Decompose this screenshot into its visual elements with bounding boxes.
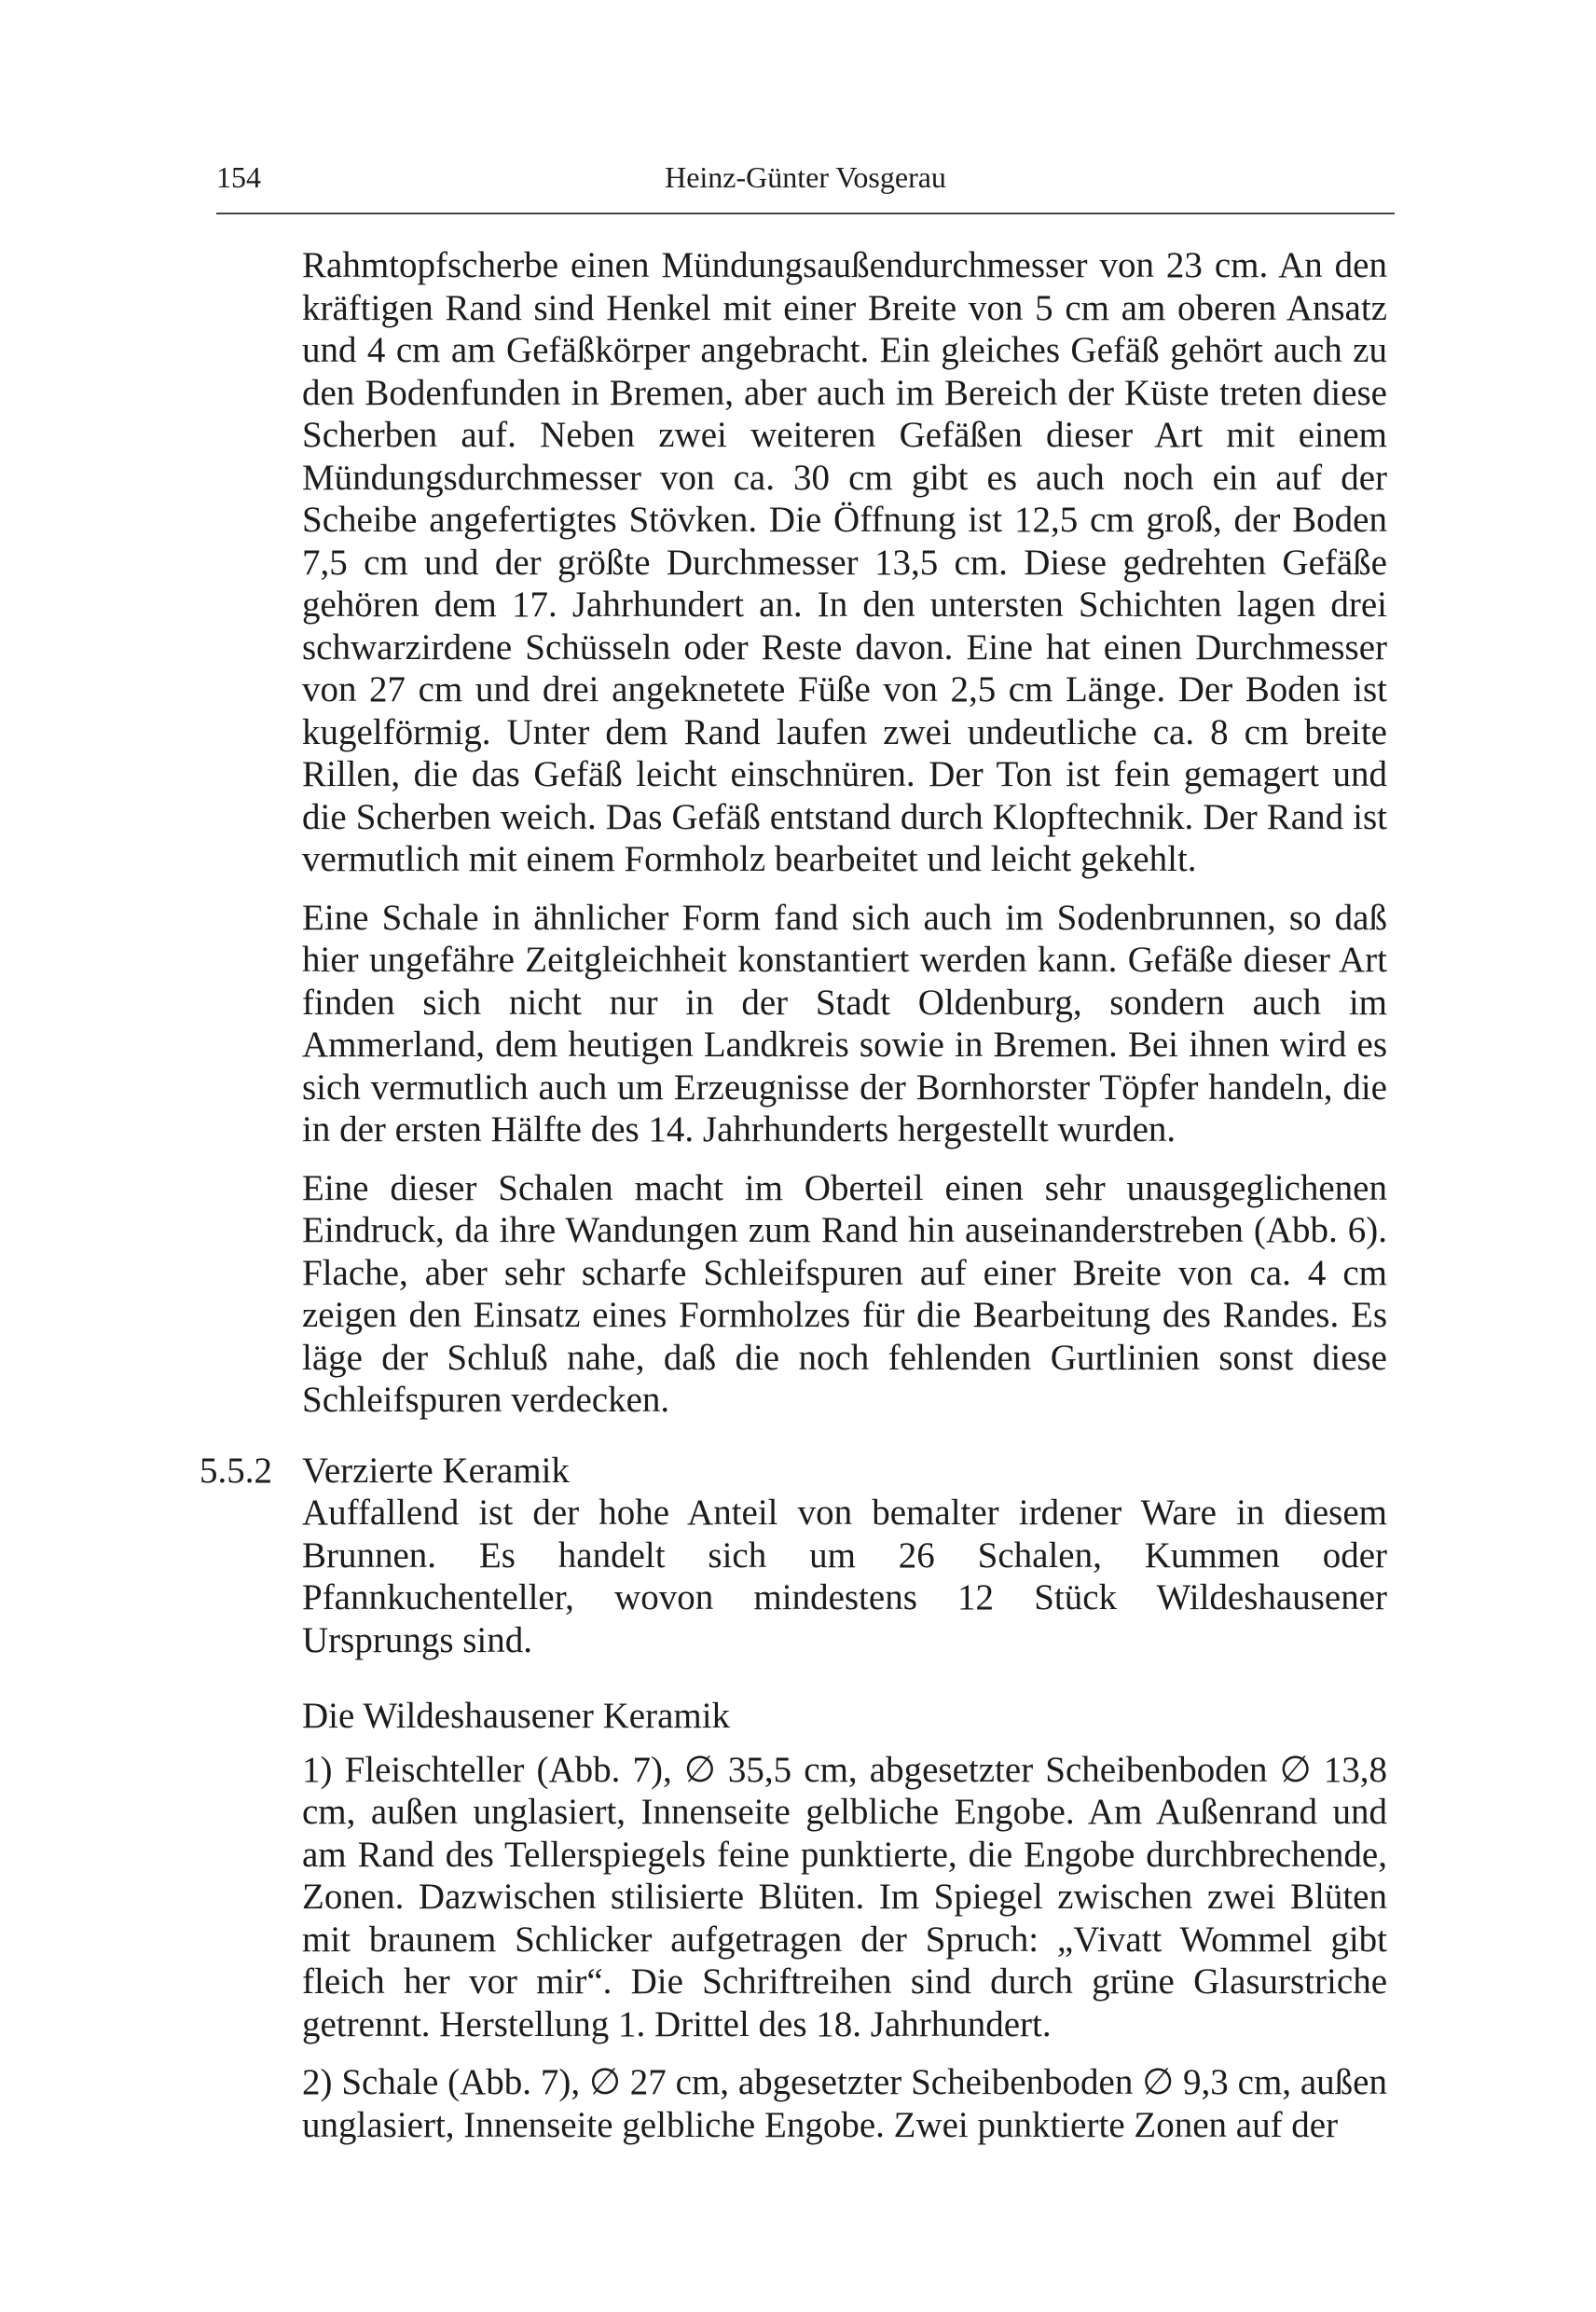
section-number: 5.5.2 [200,1450,272,1491]
section-verzierte-keramik [200,1450,1387,2147]
paragraph-1: Rahmtopfscherbe einen Mündungsaußendurchmesser von 23 cm. An den kräftigen Rand sind Henkel mit einer Breite von 5 cm am oberen Ansatz und 4 cm am Gefäßkörper angebracht. Ein gleiches Gefäß gehört auch zu den Bodenfunden in Bremen, aber auch im Bereich der Küste treten diese Scherben auf. Neben zwei weiteren Gefäßen dieser Art mit einem Mündungsdurchmesser von ca. 30 cm gibt es auch noch ein auf der Scheibe angefertigtes Stövken. Die Öffnung ist 12,5 cm groß, der Boden 7,5 cm und der größte Durchmesser 13,5 cm. Diese gedrehten Gefäße gehören dem 17. Jahrhundert an. In den untersten Schichten lagen drei schwarzirdene Schüsseln oder Reste davon. Eine hat einen Durchmesser von 27 cm und drei angeknetete Füße von 2,5 cm Länge. Der Boden ist kugelförmig. Unter dem Rand laufen zwei undeutliche ca. 8 cm breite Rillen, die das Gefäß leicht einschnüren. Der Ton ist fein gemagert und die Scherben weich. Das Gefäß entstand durch Klopftechnik. Der Rand ist vermutlich mit einem Formholz bearbeitet und leicht gekehlt. [302,245,1387,879]
page-number: 154 [216,160,261,194]
section-title: Verzierte Keramik [302,1450,570,1491]
body-text [200,244,1387,2162]
page-header [216,157,1395,214]
section-intro: Auffallend ist der hohe Anteil von bemalter irdener Ware in diesem Brunnen. Es handelt sich um 26 Schalen, Kummen oder Pfannkuchenteller, wovon mindestens 12 Stück Wildeshausener Ursprungs sind. [302,1493,1387,1660]
subheading: Die Wildeshausener Keramik [302,1696,731,1736]
list-item: 1) Fleischteller (Abb. 7), ∅ 35,5 cm, abgesetzter Scheibenboden ∅ 13,8 cm, außen unglasiert, Innenseite gelbliche Engobe. Am Außenrand und am Rand des Tellerspiegels feine punktierte, die Engobe durchbrechende, Zonen. Dazwischen stilisierte Blüten. Im Spiegel zwischen zwei Blüten mit braunem Schlicker aufgetragen der Spruch: „Vivatt Wommel gibt fleich her vor mir“. Die Schriftreihen sind durch grüne Glasurstriche getrennt. Herstellung 1. Drittel des 18. Jahrhundert. [302,1749,1387,2044]
running-head: Heinz-Günter Vosgerau [665,160,946,194]
paragraph-3: Eine dieser Schalen macht im Oberteil einen sehr unausgeglichenen Eindruck, da ihre Wandungen zum Rand hin auseinanderstreben (Abb. 6). Flache, aber sehr scharfe Schleifspuren auf einer Breite von ca. 4 cm zeigen den Einsatz eines Formholzes für die Bearbeitung des Randes. Es läge der Schluß nahe, daß die noch fehlenden Gurtlinien sonst diese Schleifspuren verdecken. [302,1167,1387,1420]
paragraph-2: Eine Schale in ähnlicher Form fand sich auch im Sodenbrunnen, so daß hier ungefähre Zeitgleichheit konstantiert werden kann. Gefäße dieser Art finden sich nicht nur in der Stadt Oldenburg, sondern auch im Ammerland, dem heutigen Landkreis sowie in Bremen. Bei ihnen wird es sich vermutlich auch um Erzeugnisse der Bornhorster Töpfer handeln, die in der ersten Hälfte des 14. Jahrhunderts hergestellt wurden. [302,897,1387,1149]
list-item: 2) Schale (Abb. 7), ∅ 27 cm, abgesetzter Scheibenboden ∅ 9,3 cm, außen unglasiert, Innenseite gelbliche Engobe. Zwei punktierte Zonen auf der [302,2062,1387,2145]
